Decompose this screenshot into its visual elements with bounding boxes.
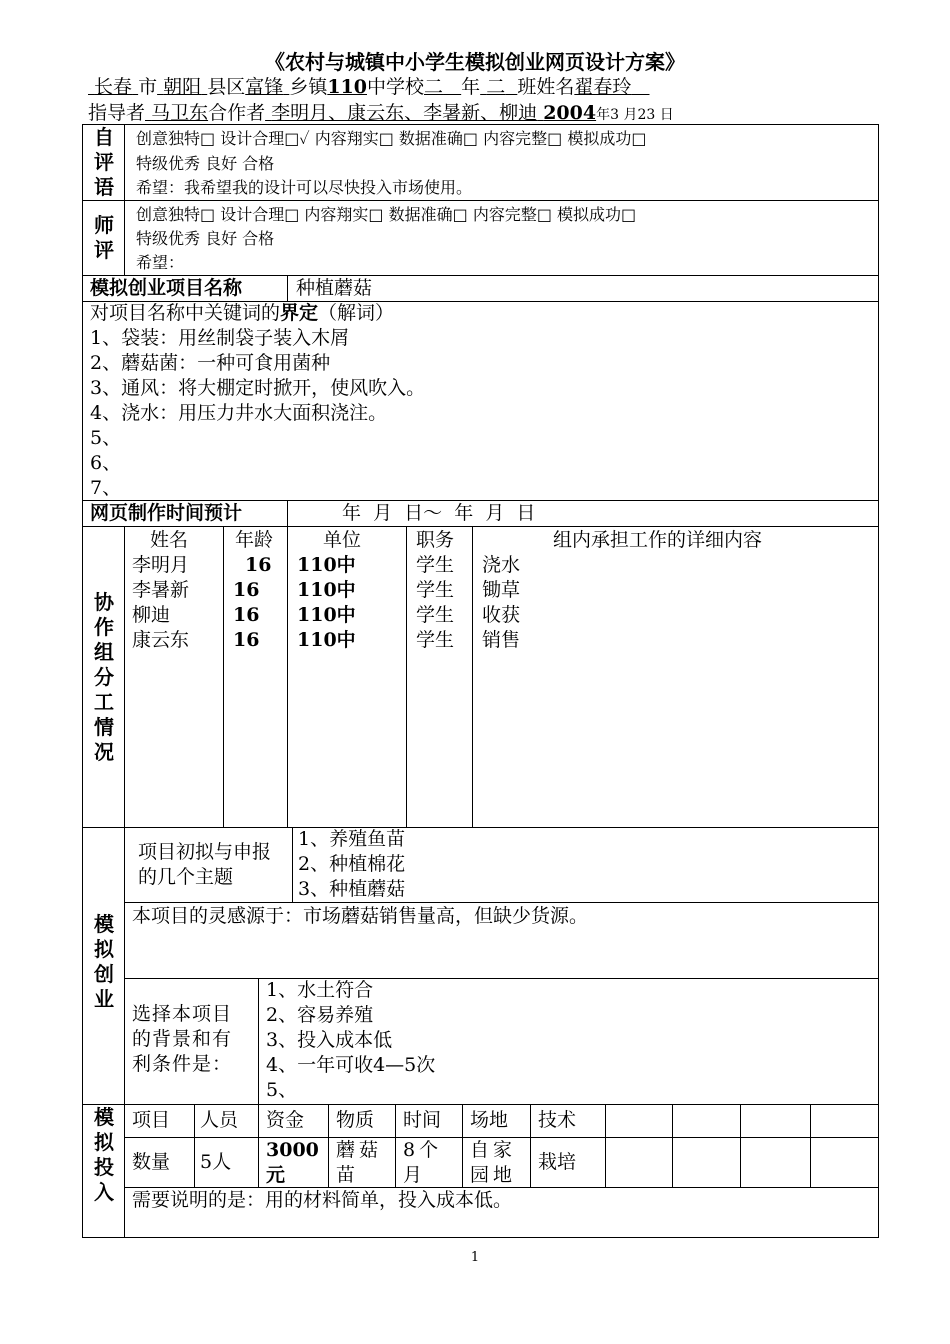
divider (287, 275, 288, 301)
list-item: 5、 (90, 427, 122, 449)
simulation-label-text: 模拟创业 (94, 912, 114, 1011)
city-value: 长春 (94, 76, 133, 98)
divider (287, 526, 288, 827)
divider (740, 1104, 741, 1187)
list-item: 2、蘑菇菌：一种可食用菌种 (90, 352, 331, 374)
divider (395, 1104, 396, 1187)
teacher-eval-label (84, 213, 124, 263)
list-item: 3、投入成本低 (266, 1029, 393, 1051)
list-item: 2、种植棉花 (298, 853, 406, 875)
invest-value: 3000元 (266, 1139, 319, 1186)
self-eval-hope: 希望：我希望我的设计可以尽快投入市场使用。 (136, 178, 473, 197)
team-cell: 收获 (482, 604, 521, 626)
school-value: 110 (327, 76, 367, 98)
divider (287, 500, 288, 526)
timeline-value: 年 月 日～ 年 月 日 (342, 502, 536, 524)
header-team-line (88, 98, 674, 125)
list-item: 6、 (90, 452, 122, 474)
divider (82, 1104, 879, 1105)
team-header-duties: 组内承担工作的详细内容 (553, 529, 763, 551)
district-value: 朝阳 (163, 76, 202, 98)
divider (328, 1104, 329, 1187)
partners-label: 合作者 (208, 102, 266, 124)
conditions-label: 选择本项目的背景和有利条件是： (132, 1003, 233, 1075)
project-name-value: 种植蘑菇 (296, 277, 373, 299)
divider (124, 978, 879, 979)
divider (82, 827, 879, 828)
conditions-list (266, 978, 435, 1103)
self-eval-label (84, 125, 124, 200)
team-cell: 110中 (297, 554, 356, 576)
invest-note: 需要说明的是：用的材料简单，投入成本低。 (132, 1189, 513, 1211)
list-item: 1、养殖鱼苗 (298, 828, 406, 850)
keywords-heading: 对项目名称中关键词的界定（解词） (90, 302, 395, 324)
invest-header: 场地 (470, 1109, 509, 1131)
district-suffix: 县区 (207, 76, 246, 98)
invest-header: 时间 (403, 1109, 442, 1131)
team-cell: 16 (233, 604, 260, 626)
project-name-label: 模拟创业项目名称 (90, 277, 243, 299)
divider (258, 1104, 259, 1187)
team-cell: 110中 (297, 604, 356, 626)
invest-value: 自家园地 (470, 1139, 517, 1186)
divider (223, 526, 224, 827)
invest-value: 5人 (200, 1151, 232, 1173)
mentor-label: 指导者 (88, 102, 146, 124)
divider (292, 827, 293, 902)
keywords-list (90, 326, 425, 501)
themes-label: 项目初拟与申报的几个主题 (138, 841, 272, 888)
self-eval-criteria: 创意独特□ 设计合理□✓ 内容翔实□ 数据准确□ 内容完整□ 模拟成功□ (136, 129, 647, 148)
simulation-label (84, 912, 124, 1012)
self-eval-label-text: 自评语 (94, 125, 114, 199)
list-item: 3、通风：将大棚定时掀开，使风吹入。 (90, 377, 426, 399)
invest-value: 栽培 (538, 1151, 577, 1173)
divider (124, 902, 879, 903)
school-suffix: 中学校 (367, 76, 425, 98)
invest-header: 资金 (266, 1109, 305, 1131)
list-item: 1、水土符合 (266, 979, 374, 1001)
invest-header: 技术 (538, 1109, 577, 1131)
date-rest: 年3 月23 日 (596, 107, 674, 123)
team-header-unit: 单位 (323, 529, 362, 551)
divider (672, 1104, 673, 1187)
divider (406, 526, 407, 827)
timeline-label: 网页制作时间预计 (90, 502, 243, 524)
grade-suffix: 年 (461, 76, 481, 98)
class-suffix: 班姓名 (517, 76, 575, 98)
divider (530, 1104, 531, 1187)
teacher-eval-hope: 希望： (136, 253, 185, 272)
investment-label-text: 模拟投入 (94, 1105, 114, 1204)
divider (124, 526, 125, 1238)
team-header-name: 姓名 (150, 529, 189, 551)
team-header-age: 年龄 (235, 529, 274, 551)
town-suffix: 乡镇 (289, 76, 328, 98)
team-cell: 康云东 (132, 629, 190, 651)
list-item: 4、浇水：用压力井水大面积浇注。 (90, 402, 388, 424)
divider (194, 1104, 195, 1187)
class-value: 二 (486, 76, 506, 98)
divider (258, 978, 259, 1104)
document-title: 《农村与城镇中小学生模拟创业网页设计方案》 (265, 50, 685, 74)
teacher-eval-label-text: 师评 (94, 213, 114, 262)
invest-value: 蘑菇苗 (336, 1139, 383, 1186)
list-item: 4、一年可收4—5次 (266, 1054, 436, 1076)
invest-value: 数量 (132, 1151, 171, 1173)
team-cell: 16 (245, 554, 272, 576)
invest-header: 项目 (132, 1109, 171, 1131)
divider (472, 526, 473, 827)
team-cell: 学生 (416, 579, 455, 601)
inspiration-text: 本项目的灵感源于：市场蘑菇销售量高，但缺少货源。 (132, 905, 589, 927)
team-cell: 锄草 (482, 579, 521, 601)
mentor-value: 马卫东 (151, 102, 209, 124)
grade-value: 二 (424, 76, 444, 98)
divider (605, 1104, 606, 1187)
partners-value: 李明月、康云东、李暑新、柳迪 (271, 102, 538, 124)
team-cell: 110中 (297, 629, 356, 651)
team-cell: 李暑新 (132, 579, 190, 601)
divider (462, 1104, 463, 1187)
year-value: 2004 (543, 102, 597, 124)
divider (82, 200, 879, 201)
team-cell: 16 (233, 579, 260, 601)
self-eval-grades: 特级优秀 良好 合格 (136, 154, 275, 173)
list-item: 3、种植蘑菇 (298, 878, 406, 900)
teacher-eval-grades: 特级优秀 良好 合格 (136, 229, 275, 248)
town-value: 富锋 (245, 76, 284, 98)
team-cell: 柳迪 (132, 604, 171, 626)
team-cell: 110中 (297, 579, 356, 601)
investment-label (84, 1105, 124, 1205)
team-cell: 销售 (482, 629, 521, 651)
team-cell: 16 (233, 629, 260, 651)
list-item: 7、 (90, 477, 122, 499)
page-number: 1 (470, 1250, 480, 1265)
list-item: 2、容易养殖 (266, 1004, 374, 1026)
teacher-eval-criteria: 创意独特□ 设计合理□ 内容翔实□ 数据准确□ 内容完整□ 模拟成功□ (136, 205, 637, 224)
themes-list (298, 827, 405, 902)
team-header-role: 职务 (416, 529, 455, 551)
student-name: 翟春玲 (574, 76, 632, 98)
divider (124, 124, 125, 276)
list-item: 5、 (266, 1079, 298, 1101)
team-cell: 李明月 (132, 554, 190, 576)
invest-value: 8个月 (403, 1139, 443, 1186)
invest-header: 物质 (336, 1109, 375, 1131)
divider (82, 526, 879, 527)
header-school-line (88, 72, 649, 99)
divider (810, 1104, 811, 1187)
team-label (84, 590, 124, 765)
team-cell: 浇水 (482, 554, 521, 576)
team-label-text: 协作组分工情况 (94, 590, 114, 764)
team-cell: 学生 (416, 554, 455, 576)
team-cell: 学生 (416, 629, 455, 651)
team-cell: 学生 (416, 604, 455, 626)
invest-header: 人员 (200, 1109, 239, 1131)
list-item: 1、袋装：用丝制袋子装入木屑 (90, 327, 350, 349)
city-suffix: 市 (138, 76, 158, 98)
